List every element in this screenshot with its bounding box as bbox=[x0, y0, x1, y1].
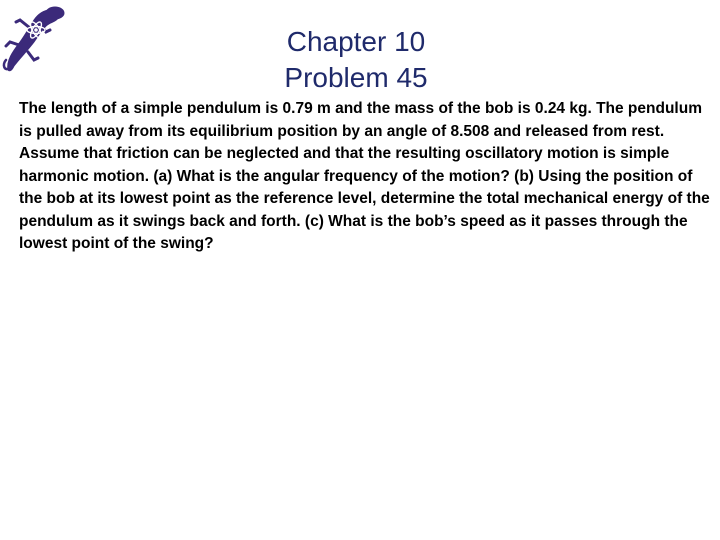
title-chapter: Chapter 10 bbox=[286, 26, 426, 57]
problem-text: The length of a simple pendulum is 0.79 m and the mass of the bob is 0.24 kg. The pendulum is pulled away from its equilibrium position by an angle of 8.508 and released from rest. Assume that friction can be neglected and that the resulting oscillatory motion is simple harmonic motion. (a) What is the angular frequency of the motion? (b) Using the position of the bob at its lowest point as the reference level, determine the total mechanical energy of the pendulum as it swings back and forth. (c) What is the bob’s speed as it passes through the lowest point of the swing? bbox=[19, 100, 710, 252]
title-problem: Problem 45 bbox=[284, 62, 428, 93]
slide-title bbox=[196, 24, 516, 96]
lizard-atom-logo-icon bbox=[0, 0, 80, 78]
